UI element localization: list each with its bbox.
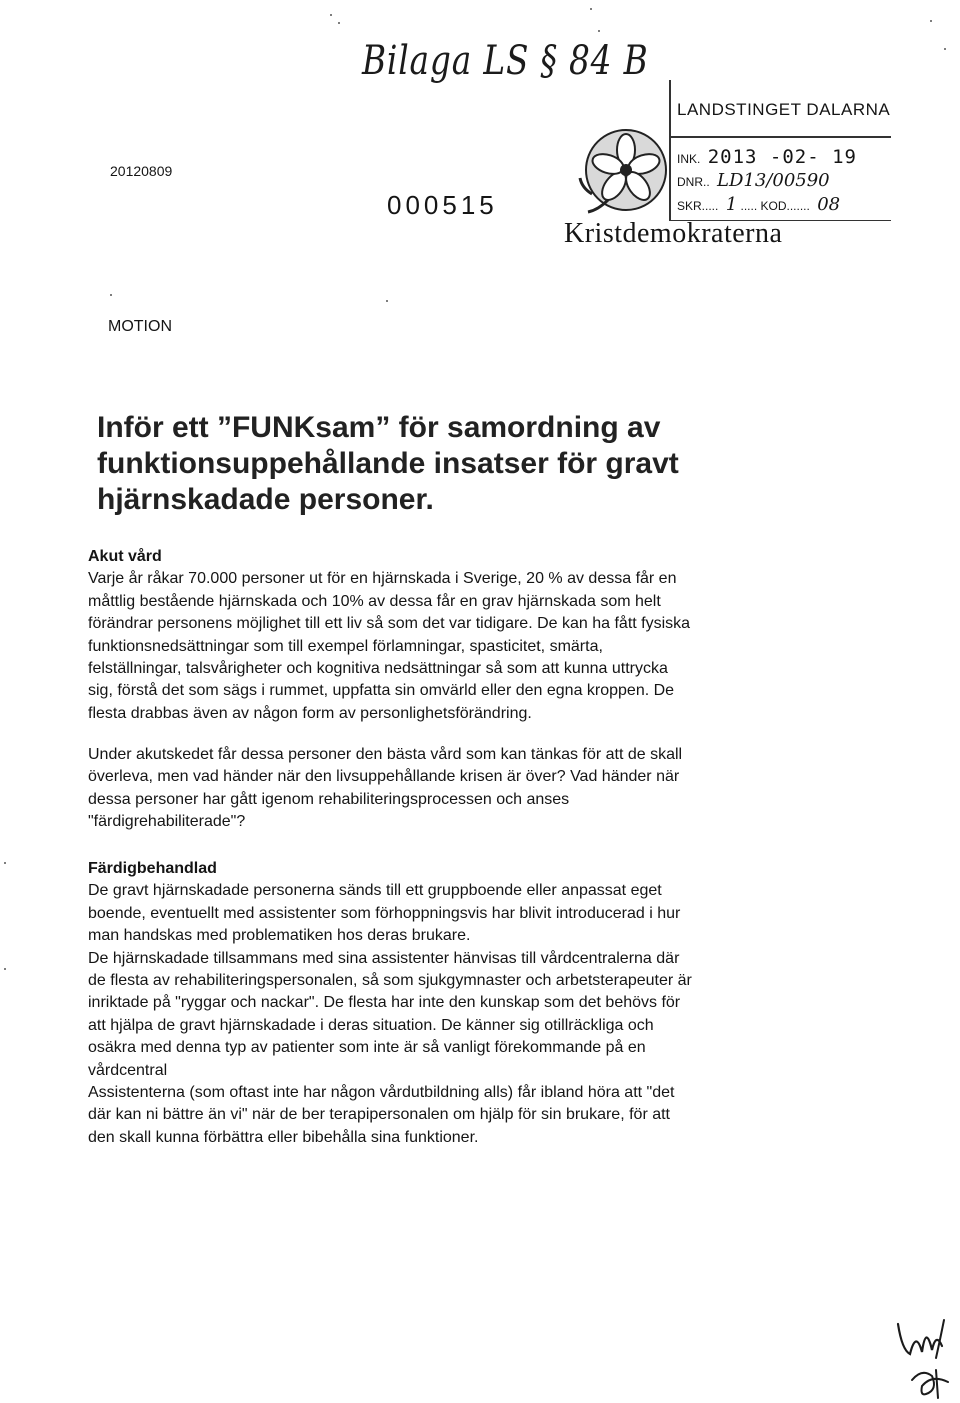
- document-title: [97, 410, 797, 518]
- paragraph-line: Assistenterna (som oftast inte har någon vårdutbildning alls) får ibland höra att "det: [88, 1084, 675, 1102]
- stamp-received-date: 2013 -02- 19: [707, 146, 857, 168]
- paragraph-line: måttlig bestående hjärnskada och 10% av dessa får en grav hjärnskada som helt: [88, 592, 661, 610]
- paragraph-line: dessa personer har gått igenom rehabiliteringsprocessen och anses: [88, 790, 570, 808]
- document-number: 000515: [387, 190, 498, 220]
- stamp-skr-row: [677, 194, 840, 215]
- paragraph-line: förändrar personens möjlighet till ett liv så som det var tidigare. De kan ha fått fysiska: [88, 615, 691, 633]
- party-name: Kristdemokraterna: [564, 218, 783, 249]
- paragraph-line: att hjälpa de gravt hjärnskadade i deras situation. De känner sig otillräckliga och: [88, 1016, 654, 1034]
- document-type-label: MOTION: [108, 318, 172, 335]
- annex-handwritten-note: Bilaga LS § 84 B: [362, 38, 649, 84]
- stamp-dnr-row: [677, 170, 830, 191]
- paragraph-line: De gravt hjärnskadade personerna sänds till ett gruppboende eller anpassat eget: [88, 882, 662, 900]
- scan-speck: [386, 300, 388, 302]
- document-date: 20120809: [110, 163, 173, 179]
- stamp-skr-value: 1: [725, 194, 738, 215]
- stamp-received-label: INK.: [677, 152, 701, 166]
- scan-speck: [338, 22, 340, 24]
- paragraph-line: "färdigrehabiliterade"?: [88, 813, 246, 831]
- section-heading: Akut vård: [88, 548, 162, 565]
- stamp-divider: [671, 136, 891, 138]
- stamp-received-row: [677, 146, 857, 168]
- scan-speck: [598, 30, 600, 32]
- stamp-kod-value: 08: [817, 194, 841, 215]
- paragraph-line: De hjärnskadade tillsammans med sina assistenter hänvisas till vårdcentralerna där: [88, 949, 680, 967]
- scan-speck: [4, 968, 6, 970]
- title-line: funktionsuppehållande insatser för gravt: [97, 447, 679, 480]
- section-acute-care: [88, 546, 858, 725]
- stamp-dnr-label: DNR..: [677, 175, 710, 189]
- section-heading: Färdigbehandlad: [88, 860, 217, 877]
- scan-speck: [590, 8, 592, 10]
- paragraph-line: vårdcentral: [88, 1061, 168, 1079]
- stamp-title: LANDSTINGET DALARNA: [677, 100, 891, 119]
- paragraph-line: flesta drabbas även av någon form av personlighetsförändring.: [88, 704, 532, 722]
- paragraph-line: boende, eventuellt med assistenter som förhoppningsvis har blivit introducerad i hur: [88, 904, 681, 922]
- paragraph-line: överleva, men vad händer när den livsuppehållande krisen är över? Vad händer när: [88, 768, 680, 786]
- scan-speck: [944, 48, 946, 50]
- paragraph-line: de flesta av rehabiliteringspersonalen, så som sjukgymnaster och arbetsterapeuter är: [88, 972, 692, 990]
- paragraph-line: man handskas med problematiken hos deras brukare.: [88, 927, 471, 945]
- stamp-skr-label: SKR.....: [677, 199, 719, 213]
- stamp-dnr-value: LD13/00590: [717, 170, 830, 191]
- paragraph-line: Under akutskedet får dessa personer den bästa vård som kan tänkas för att de skall: [88, 746, 683, 763]
- stamp-kod-label: ..... KOD.......: [740, 199, 810, 213]
- paragraph-line: funktionsnedsättningar som till exempel förlamningar, spasticitet, smärta,: [88, 637, 603, 655]
- registration-stamp: [669, 80, 891, 221]
- scan-speck: [930, 20, 932, 22]
- paragraph-line: felställningar, talsvårigheter och kognitiva nedsättningar så som att kunna uttrycka: [88, 660, 668, 678]
- paragraph-line: inriktade på "ryggar och nackar". De flesta har inte den kunskap som det behövs för: [88, 994, 681, 1012]
- paragraph-line: den skall kunna förbättra eller bibehålla sina funktioner.: [88, 1128, 479, 1146]
- scan-speck: [330, 14, 332, 16]
- section-after-acute: [88, 744, 858, 834]
- paragraph-line: Varje år råkar 70.000 personer ut för en hjärnskada i Sverige, 20 % av dessa får en: [88, 570, 677, 588]
- handwritten-initials-icon: [892, 1310, 956, 1400]
- title-line: Inför ett ”FUNKsam” för samordning av: [97, 411, 661, 444]
- paragraph-line: sig, förstå det som sägs i rummet, uppfatta sin omvärld eller den egna kroppen. De: [88, 682, 675, 700]
- scan-speck: [110, 294, 112, 296]
- paragraph-line: osäkra med denna typ av patienter som inte är så vanligt förekommande på en: [88, 1039, 646, 1057]
- section-finished-treatment: [88, 858, 858, 1149]
- scan-speck: [4, 862, 6, 864]
- paragraph-line: där kan ni bättre än vi" när de ber terapipersonalen om hjälp för sin brukare, för att: [88, 1106, 670, 1124]
- party-flower-logo-icon: [578, 124, 670, 220]
- title-line: hjärnskadade personer.: [97, 483, 434, 516]
